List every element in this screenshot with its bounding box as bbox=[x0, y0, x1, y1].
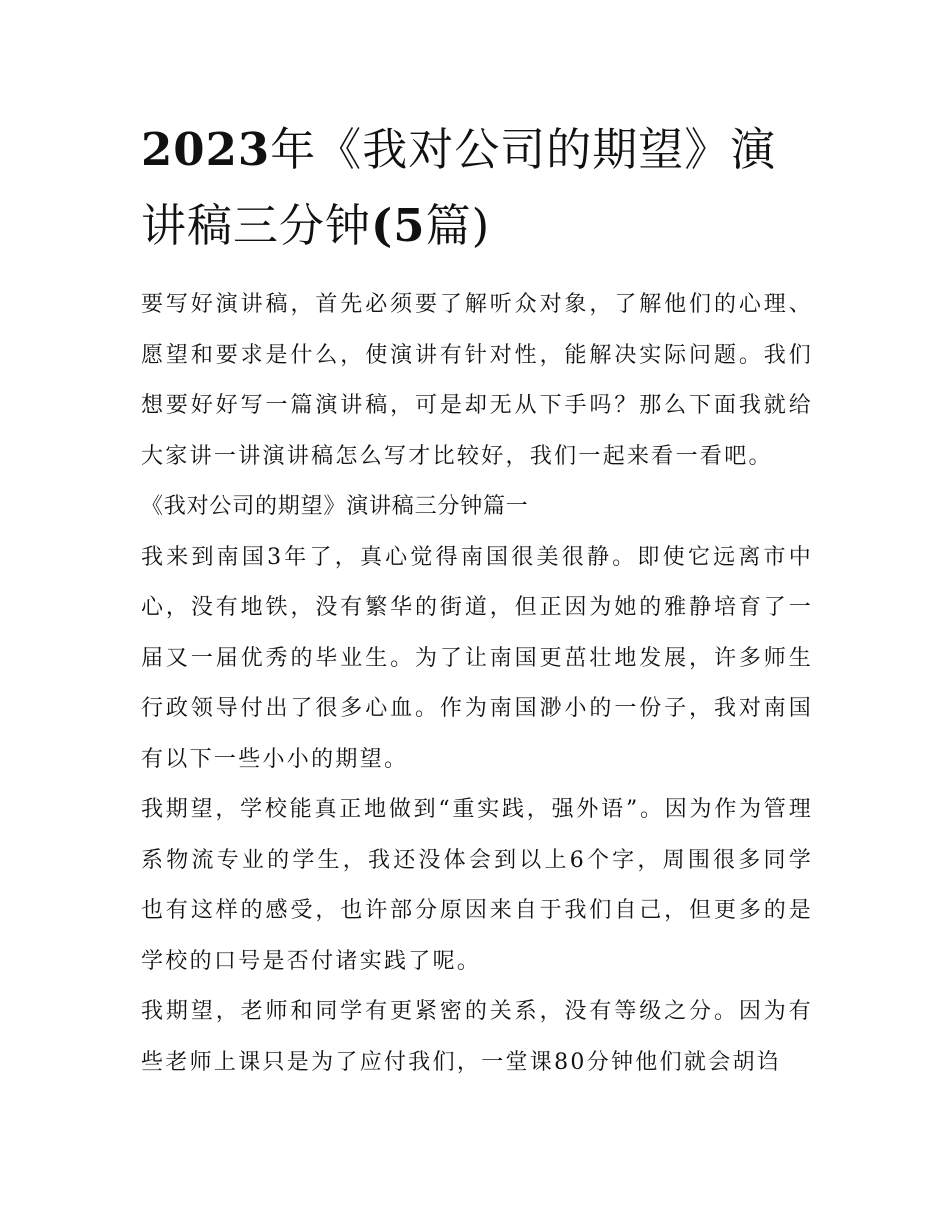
title-count: (5 bbox=[371, 199, 426, 252]
body-paragraph-1: 我来到南国3年了，真心觉得南国很美很静。即使它远离市中心，没有地铁，没有繁华的街道，但正因为她的雅静培育了一届又一届优秀的毕业生。为了让南国更茁壮地发展，许多师生行政领导付出了很多心血。作为南国渺小的一份子，我对南国有以下一些小小的期望。 bbox=[141, 544, 813, 772]
body-paragraph-3: 我期望，老师和同学有更紧密的关系，没有等级之分。因为有些老师上课只是为了应付我们，一堂课80分钟他们就会胡诌 bbox=[141, 999, 813, 1075]
section-heading: 《我对公司的期望》演讲稿三分钟篇一 bbox=[141, 494, 529, 519]
title-end: 篇) bbox=[425, 199, 491, 252]
title-year: 2023 bbox=[141, 123, 271, 176]
body-paragraph-2: 我期望，学校能真正地做到“重实践，强外语”。因为作为管理系物流专业的学生，我还没体会到以上6个字，周围很多同学也有这样的感受，也许部分原因来自于我们自己，但更多的是学校的口号是否付诸实践了呢。 bbox=[141, 797, 813, 974]
document-body bbox=[141, 280, 813, 1088]
document-title bbox=[141, 112, 813, 264]
intro-paragraph: 要写好演讲稿，首先必须要了解听众对象，了解他们的心理、愿望和要求是什么，使演讲有针对性，能解决实际问题。我们想要好好写一篇演讲稿，可是却无从下手吗？那么下面我就给大家讲一讲演讲稿怎么写才比较好，我们一起来看一看吧。 bbox=[141, 292, 813, 469]
title-main: 年《我对公司的期望》演讲稿三分钟 bbox=[141, 123, 777, 252]
document-content bbox=[141, 112, 813, 1088]
